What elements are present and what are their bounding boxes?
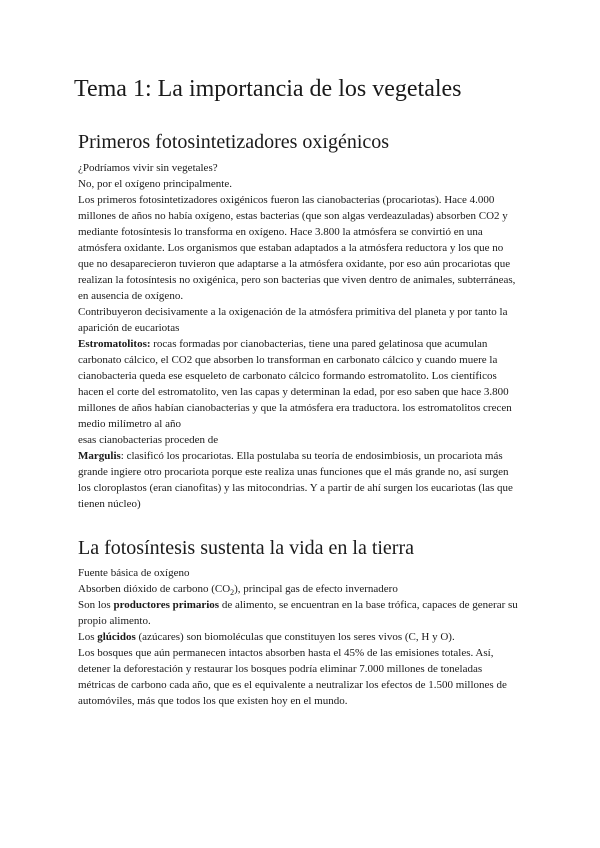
answer-paragraph: No, por el oxígeno principalmente. [78, 178, 232, 190]
glucidos-line [78, 629, 520, 645]
page-title: Tema 1: La importancia de los vegetales [74, 76, 462, 102]
oxigeno-line: Fuente básica de oxígeno [78, 567, 190, 579]
productores-post: de alimento, se encuentran en la base trófica, capaces de generar su propio alimento. [78, 599, 518, 627]
productores-term: productores primarios [113, 599, 220, 611]
bosques-paragraph: Los bosques que aún permanecen intactos absorben hasta el 45% de las emisiones totales. Así, detener la deforestación y restaurar los bosques podría eliminar 7.000 millones de toneladas métricas de carbono cada año, que es el equivalente a neutralizar los efectos de 1.500 millones de automóviles, más que todos los que existen hoy en el mundo. [78, 647, 507, 707]
co2-line-post: ), principal gas de efecto invernadero [234, 583, 398, 595]
section-body-fotosintetizadores [78, 160, 520, 512]
glucidos-pre: Los [78, 631, 98, 643]
estromatolitos-text: rocas formadas por cianobacterias, tiene una pared gelatinosa que acumulan carbonato cálcico, el CO2 que absorben lo transforman en carbonato cálcico y cuando muere la cianobacteria queda ese esqueleto de carbonato cálcico formando estromatolito. Los científicos hacen el corte del estromatolito, ven las capas y determinan la edad, por eso saben que hace 3.800 millones de años habían cianobacterias y que la atmósfera era traductora. los estromatolitos crecen medio milímetro al año [78, 338, 512, 430]
section-heading-fotosintesis: La fotosíntesis sustenta la vida en la tierra [78, 537, 415, 559]
estromatolitos-term: Estromatolitos: [78, 338, 151, 350]
glucidos-term: glúcidos [97, 631, 136, 643]
oxigenacion-paragraph: Contribuyeron decisivamente a la oxigenación de la atmósfera primitiva del planeta y por tanto la aparición de eucariotas [78, 306, 508, 334]
cianobacterias-paragraph: Los primeros fotosintetizadores oxigénicos fueron las cianobacterias (procariotas). Hace 4.000 millones de años no había oxígeno, estas bacterias (que son algas verdeazuladas) absorben CO2 y mediante fotosíntesis lo transforma en oxígeno. Hace 3.800 la atmósfera se convirtió en una atmósfera oxidante. Los organismos que estaban adaptados a la atmósfera reductora y los que no que no desaparecieron tuvieron que adaptarse a la atmósfera oxidante, por eso aún procariotas que realizan la fotosíntesis no oxigénica, pero son bacterias que viven dentro de animales, subterráneas, en ausencia de oxígeno. [78, 194, 516, 302]
margulis-text: : clasificó los procariotas. Ella postulaba su teoría de endosimbiosis, un procariota más grande ingiere otro procariota porque este realiza unas funciones que el más grande no, así surgen los cloroplastos (eran cianofitas) y las mitocondrias. Y a partir de ahí surgen los eucariotas (las que tienen núcleo) [78, 450, 513, 510]
section-heading-fotosintetizadores: Primeros fotosintetizadores oxigénicos [78, 131, 390, 153]
margulis-paragraph [78, 448, 520, 512]
estromatolitos-paragraph [78, 336, 520, 432]
co2-line-pre: Absorben dióxido de carbono (CO [78, 583, 231, 595]
question-paragraph: ¿Podríamos vivir sin vegetales? [78, 162, 218, 174]
margulis-term: Margulis [78, 450, 121, 462]
productores-pre: Son los [78, 599, 114, 611]
co2-subscript: 2 [230, 588, 235, 598]
glucidos-post: (azúcares) son biomoléculas que constituyen los seres vivos (C, H y O). [135, 631, 455, 643]
productores-line [78, 597, 520, 629]
section-body-fotosintesis [78, 565, 520, 709]
co2-line [78, 581, 520, 597]
proceden-paragraph: esas cianobacterias proceden de [78, 434, 219, 446]
